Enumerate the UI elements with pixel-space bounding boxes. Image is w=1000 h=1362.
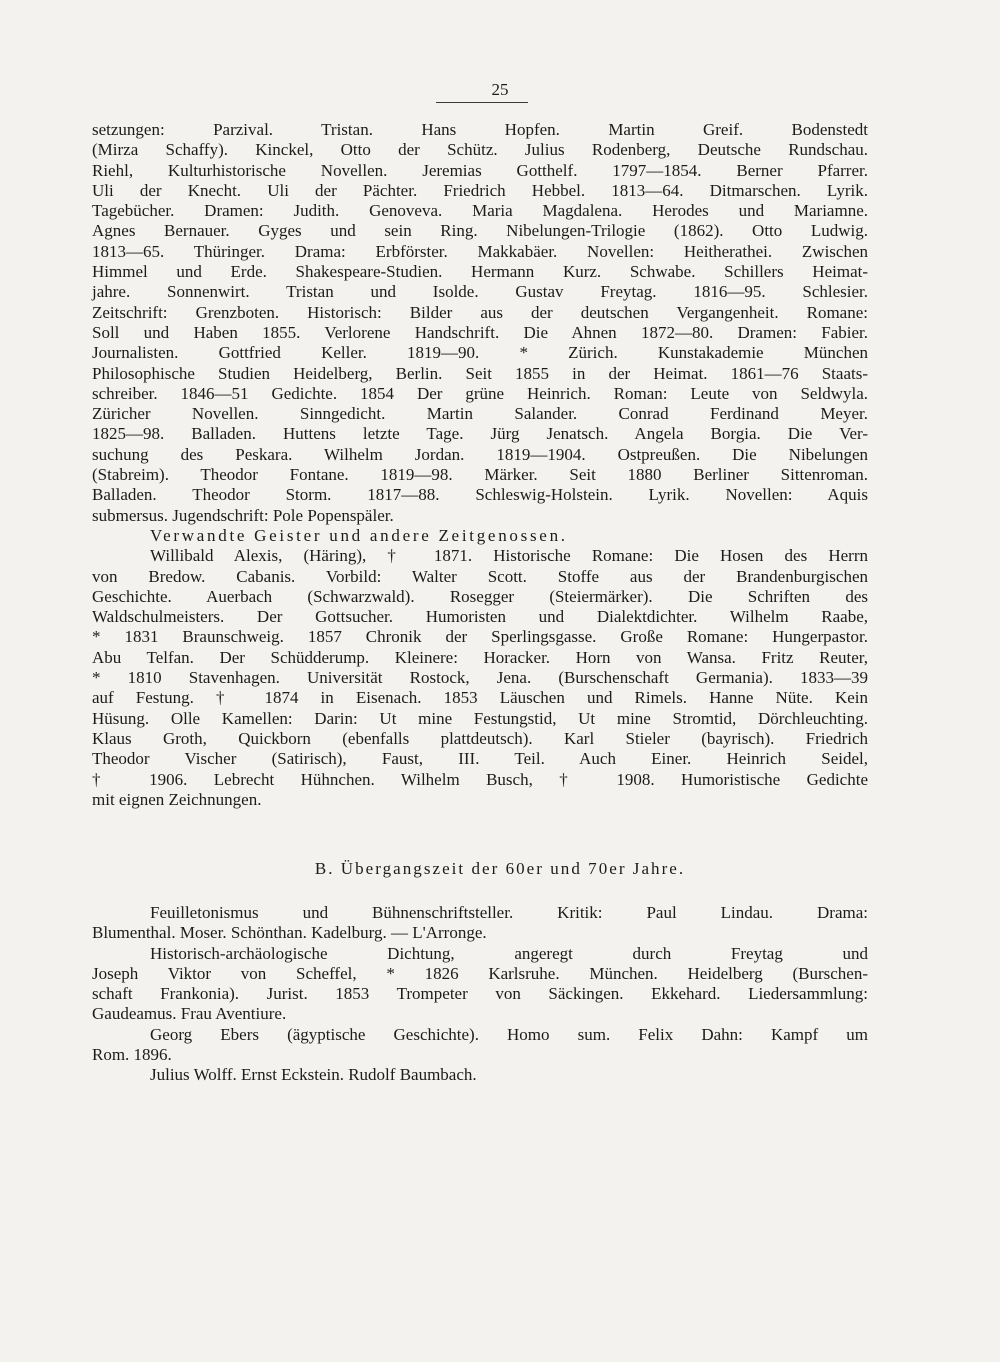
text-line: (Mirza Schaffy). Kinckel, Otto der Schütz. Julius Rodenberg, Deutsche Rundschau. (92, 140, 868, 160)
text-line: Historisch-archäologische Dichtung, angeregt durch Freytag und (150, 943, 868, 963)
text-line: Philosophische Studien Heidelberg, Berlin. Seit 1855 in der Heimat. 1861—76 Staats- (92, 363, 868, 383)
text-line: Waldschulmeisters. Der Gottsucher. Humoristen und Dialektdichter. Wilhelm Raabe, (92, 607, 868, 627)
text-line: Uli der Knecht. Uli der Pächter. Friedrich Hebbel. 1813—64. Ditmarschen. Lyrik. (92, 180, 868, 200)
text-line: Julius Wolff. Ernst Eckstein. Rudolf Baumbach. (150, 1065, 477, 1085)
text-line: 1813—65. Thüringer. Drama: Erbförster. Makkabäer. Novellen: Heitherathei. Zwischen (92, 241, 868, 261)
text-line: Balladen. Theodor Storm. 1817—88. Schleswig-Holstein. Lyrik. Novellen: Aquis (92, 485, 868, 505)
page-number-rule (436, 102, 528, 103)
page-number: 25 (491, 80, 509, 99)
text-line: (Stabreim). Theodor Fontane. 1819—98. Märker. Seit 1880 Berliner Sittenroman. (92, 465, 868, 485)
text-line: Hüsung. Olle Kamellen: Darin: Ut mine Festungstid, Ut mine Stromtid, Dörchleuchting. (92, 708, 868, 728)
text-line: submersus. Jugendschrift: Pole Popenspäler. (92, 505, 394, 525)
text-line: suchung des Peskara. Wilhelm Jordan. 1819—1904. Ostpreußen. Die Nibelungen (92, 444, 868, 464)
text-line: Georg Ebers (ägyptische Geschichte). Homo sum. Felix Dahn: Kampf um (150, 1024, 868, 1044)
text-line: Blumenthal. Moser. Schönthan. Kadelburg. — L'Arronge. (92, 923, 487, 943)
text-line: 1825—98. Balladen. Huttens letzte Tage. Jürg Jenatsch. Angela Borgia. Die Ver- (92, 424, 868, 444)
text-line: Zeitschrift: Grenzboten. Historisch: Bilder aus der deutschen Vergangenheit. Romane: (92, 302, 868, 322)
section-heading: B. Übergangszeit der 60er und 70er Jahre. (314, 859, 686, 878)
text-line: auf Festung. † 1874 in Eisenach. 1853 Läuschen und Rimels. Hanne Nüte. Kein (92, 688, 868, 708)
text-line: Abu Telfan. Der Schüdderump. Kleinere: Horacker. Horn von Wansa. Fritz Reuter, (92, 647, 868, 667)
section-a-text (92, 120, 868, 810)
text-line: schaft Frankonia). Jurist. 1853 Trompeter von Säckingen. Ekkehard. Liedersammlung: (92, 984, 868, 1004)
text-line: Soll und Haben 1855. Verlorene Handschrift. Die Ahnen 1872—80. Dramen: Fabier. (92, 322, 868, 342)
text-line: setzungen: Parzival. Tristan. Hans Hopfen. Martin Greif. Bodenstedt (92, 120, 868, 139)
text-line: Züricher Novellen. Sinngedicht. Martin Salander. Conrad Ferdinand Meyer. (92, 404, 868, 424)
text-line: Tagebücher. Dramen: Judith. Genoveva. Maria Magdalena. Herodes und Mariamne. (92, 201, 868, 221)
text-line: Willibald Alexis, (Häring), † 1871. Historische Romane: Die Hosen des Herrn (150, 546, 868, 566)
text-line: Joseph Viktor von Scheffel, * 1826 Karlsruhe. München. Heidelberg (Burschen- (92, 963, 868, 983)
text-line: Agnes Bernauer. Gyges und sein Ring. Nibelungen-Trilogie (1862). Otto Ludwig. (92, 221, 868, 241)
text-line: Gaudeamus. Frau Aventiure. (92, 1004, 287, 1024)
text-line: jahre. Sonnenwirt. Tristan und Isolde. Gustav Freytag. 1816—95. Schlesier. (92, 282, 868, 302)
text-line: Rom. 1896. (92, 1045, 172, 1065)
subheading-line: Verwandte Geister und andere Zeitgenossen. (150, 525, 568, 545)
text-line: von Bredow. Cabanis. Vorbild: Walter Scott. Stoffe aus der Brandenburgischen (92, 566, 868, 586)
text-line: Himmel und Erde. Shakespeare-Studien. Hermann Kurz. Schwabe. Schillers Heimat- (92, 262, 868, 282)
text-line: † 1906. Lebrecht Hühnchen. Wilhelm Busch, † 1908. Humoristische Gedichte (92, 769, 868, 789)
text-line: Klaus Groth, Quickborn (ebenfalls plattdeutsch). Karl Stieler (bayrisch). Friedrich (92, 728, 868, 748)
text-line: Geschichte. Auerbach (Schwarzwald). Rosegger (Steiermärker). Die Schriften des (92, 586, 868, 606)
text-line: mit eignen Zeichnungen. (92, 789, 262, 809)
section-b-text (92, 903, 868, 1086)
text-line: schreiber. 1846—51 Gedichte. 1854 Der grüne Heinrich. Roman: Leute von Seldwyla. (92, 383, 868, 403)
text-line: Feuilletonismus und Bühnenschriftsteller. Kritik: Paul Lindau. Drama: (150, 903, 868, 922)
text-line: Riehl, Kulturhistorische Novellen. Jeremias Gotthelf. 1797—1854. Berner Pfarrer. (92, 160, 868, 180)
text-line: Journalisten. Gottfried Keller. 1819—90. * Zürich. Kunstakademie München (92, 343, 868, 363)
text-line: * 1810 Stavenhagen. Universität Rostock, Jena. (Burschenschaft Germania). 1833—39 (92, 668, 868, 688)
text-line: * 1831 Braunschweig. 1857 Chronik der Sperlingsgasse. Große Romane: Hungerpastor. (92, 627, 868, 647)
text-line: Theodor Vischer (Satirisch), Faust, III. Teil. Auch Einer. Heinrich Seidel, (92, 749, 868, 769)
